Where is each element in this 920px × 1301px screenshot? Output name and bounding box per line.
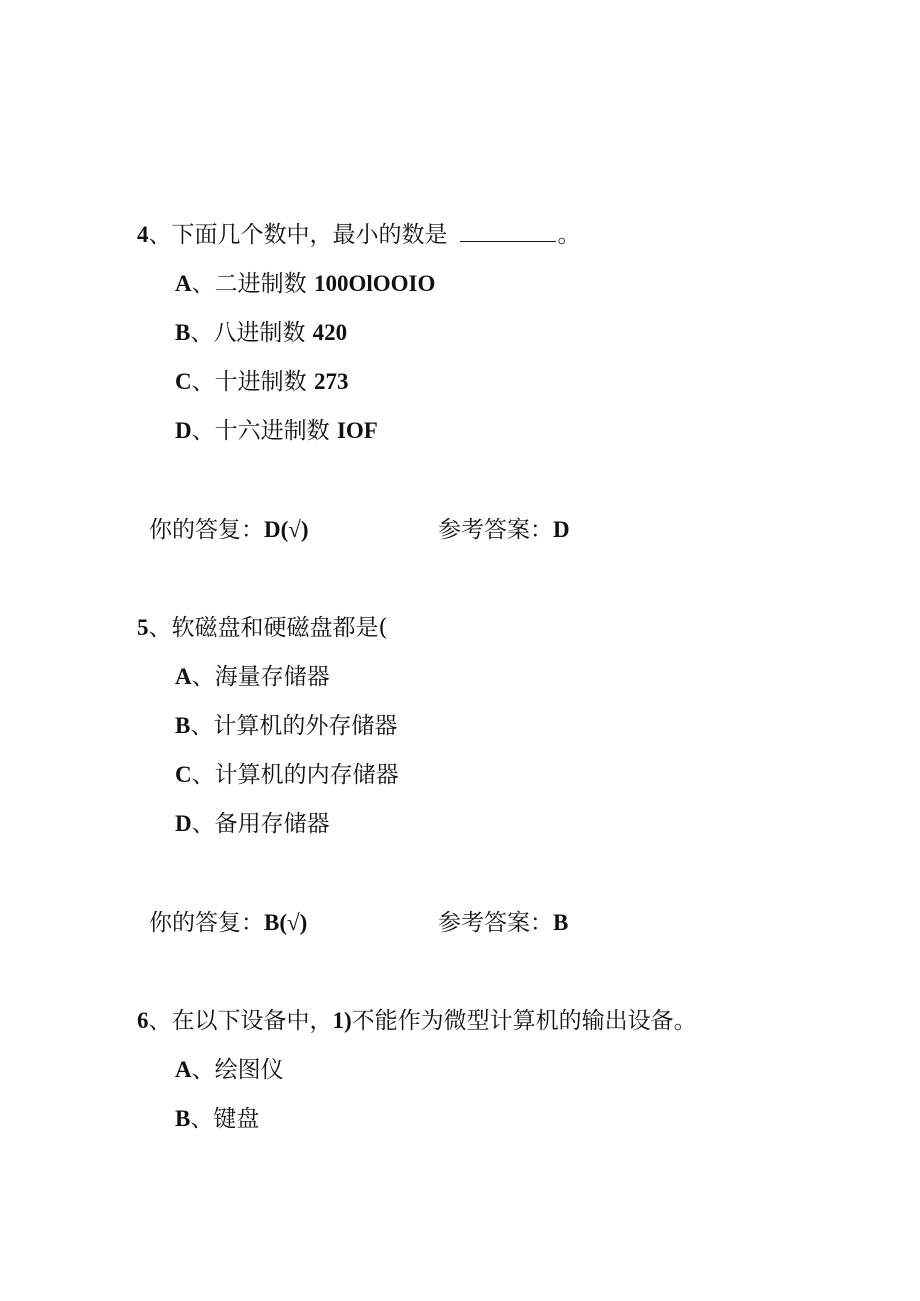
option-separator: 、	[190, 320, 214, 346]
option-value: 273	[313, 369, 349, 394]
option-letter: A	[175, 664, 192, 689]
question-4-your-answer	[149, 515, 309, 545]
option-text: 备用存储器	[214, 811, 330, 837]
option-separator: 、	[191, 418, 215, 444]
question-4-option-b	[175, 318, 347, 348]
question-text: 软磁盘和硬磁盘都是(	[171, 615, 388, 641]
your-answer-label: 你的答复：	[149, 910, 264, 936]
option-letter: B	[175, 320, 191, 345]
option-letter: A	[175, 271, 192, 296]
option-letter: D	[175, 811, 192, 836]
option-separator: 、	[191, 369, 215, 395]
question-text-end: 不能作为微型计算机的输出设备。	[351, 1008, 697, 1034]
question-4-option-a	[175, 269, 435, 299]
option-letter: C	[175, 369, 192, 394]
option-separator: 、	[191, 271, 215, 297]
option-text: 十六进制数	[214, 418, 330, 444]
question-separator: 、	[148, 1008, 172, 1034]
option-separator: 、	[190, 713, 214, 739]
question-4-option-c	[175, 367, 348, 397]
question-4-reference-answer	[438, 515, 570, 545]
reference-answer-value: B	[553, 910, 569, 935]
question-number: 6	[137, 1008, 149, 1033]
option-text: 海量存储器	[214, 664, 330, 690]
your-answer-value: B(√)	[264, 910, 308, 935]
question-5-option-d	[175, 809, 330, 839]
reference-answer-value: D	[553, 517, 570, 542]
option-letter: C	[175, 762, 192, 787]
question-separator: 、	[148, 615, 172, 641]
question-5-your-answer	[149, 908, 307, 938]
option-text: 键盘	[213, 1106, 260, 1132]
question-number: 5	[137, 615, 149, 640]
option-value: 420	[312, 320, 348, 345]
question-5-option-c	[175, 760, 399, 790]
question-marker: 1)	[332, 1008, 352, 1033]
option-value: 100OlOOIO	[313, 271, 436, 296]
question-separator: 、	[148, 222, 172, 248]
option-separator: 、	[191, 811, 215, 837]
option-separator: 、	[190, 1106, 214, 1132]
option-text: 计算机的外存储器	[213, 713, 398, 739]
question-text: 下面几个数中，最小的数是	[171, 222, 448, 248]
question-6-stem	[137, 1006, 697, 1036]
question-5-stem	[137, 613, 387, 643]
option-text: 绘图仪	[214, 1057, 284, 1083]
question-4-stem	[137, 220, 581, 250]
answer-blank	[460, 221, 556, 242]
question-6-option-a	[175, 1055, 284, 1085]
question-5-option-a	[175, 662, 330, 692]
question-4-option-d	[175, 416, 378, 446]
question-6-option-b	[175, 1104, 259, 1134]
your-answer-label: 你的答复：	[149, 517, 264, 543]
question-text-end: 。	[557, 222, 581, 248]
question-5-reference-answer	[438, 908, 568, 938]
option-letter: B	[175, 1106, 191, 1131]
reference-answer-label: 参考答案：	[438, 517, 553, 543]
reference-answer-label: 参考答案：	[438, 910, 553, 936]
option-text: 二进制数	[214, 271, 307, 297]
option-separator: 、	[191, 664, 215, 690]
option-value: IOF	[336, 418, 378, 443]
question-5-option-b	[175, 711, 397, 741]
option-letter: B	[175, 713, 191, 738]
option-text: 八进制数	[213, 320, 306, 346]
option-separator: 、	[191, 762, 215, 788]
option-separator: 、	[191, 1057, 215, 1083]
question-text: 在以下设备中，	[171, 1008, 333, 1034]
option-text: 计算机的内存储器	[214, 762, 399, 788]
option-text: 十进制数	[214, 369, 307, 395]
your-answer-value: D(√)	[264, 517, 309, 542]
question-number: 4	[137, 222, 149, 247]
option-letter: D	[175, 418, 192, 443]
option-letter: A	[175, 1057, 192, 1082]
